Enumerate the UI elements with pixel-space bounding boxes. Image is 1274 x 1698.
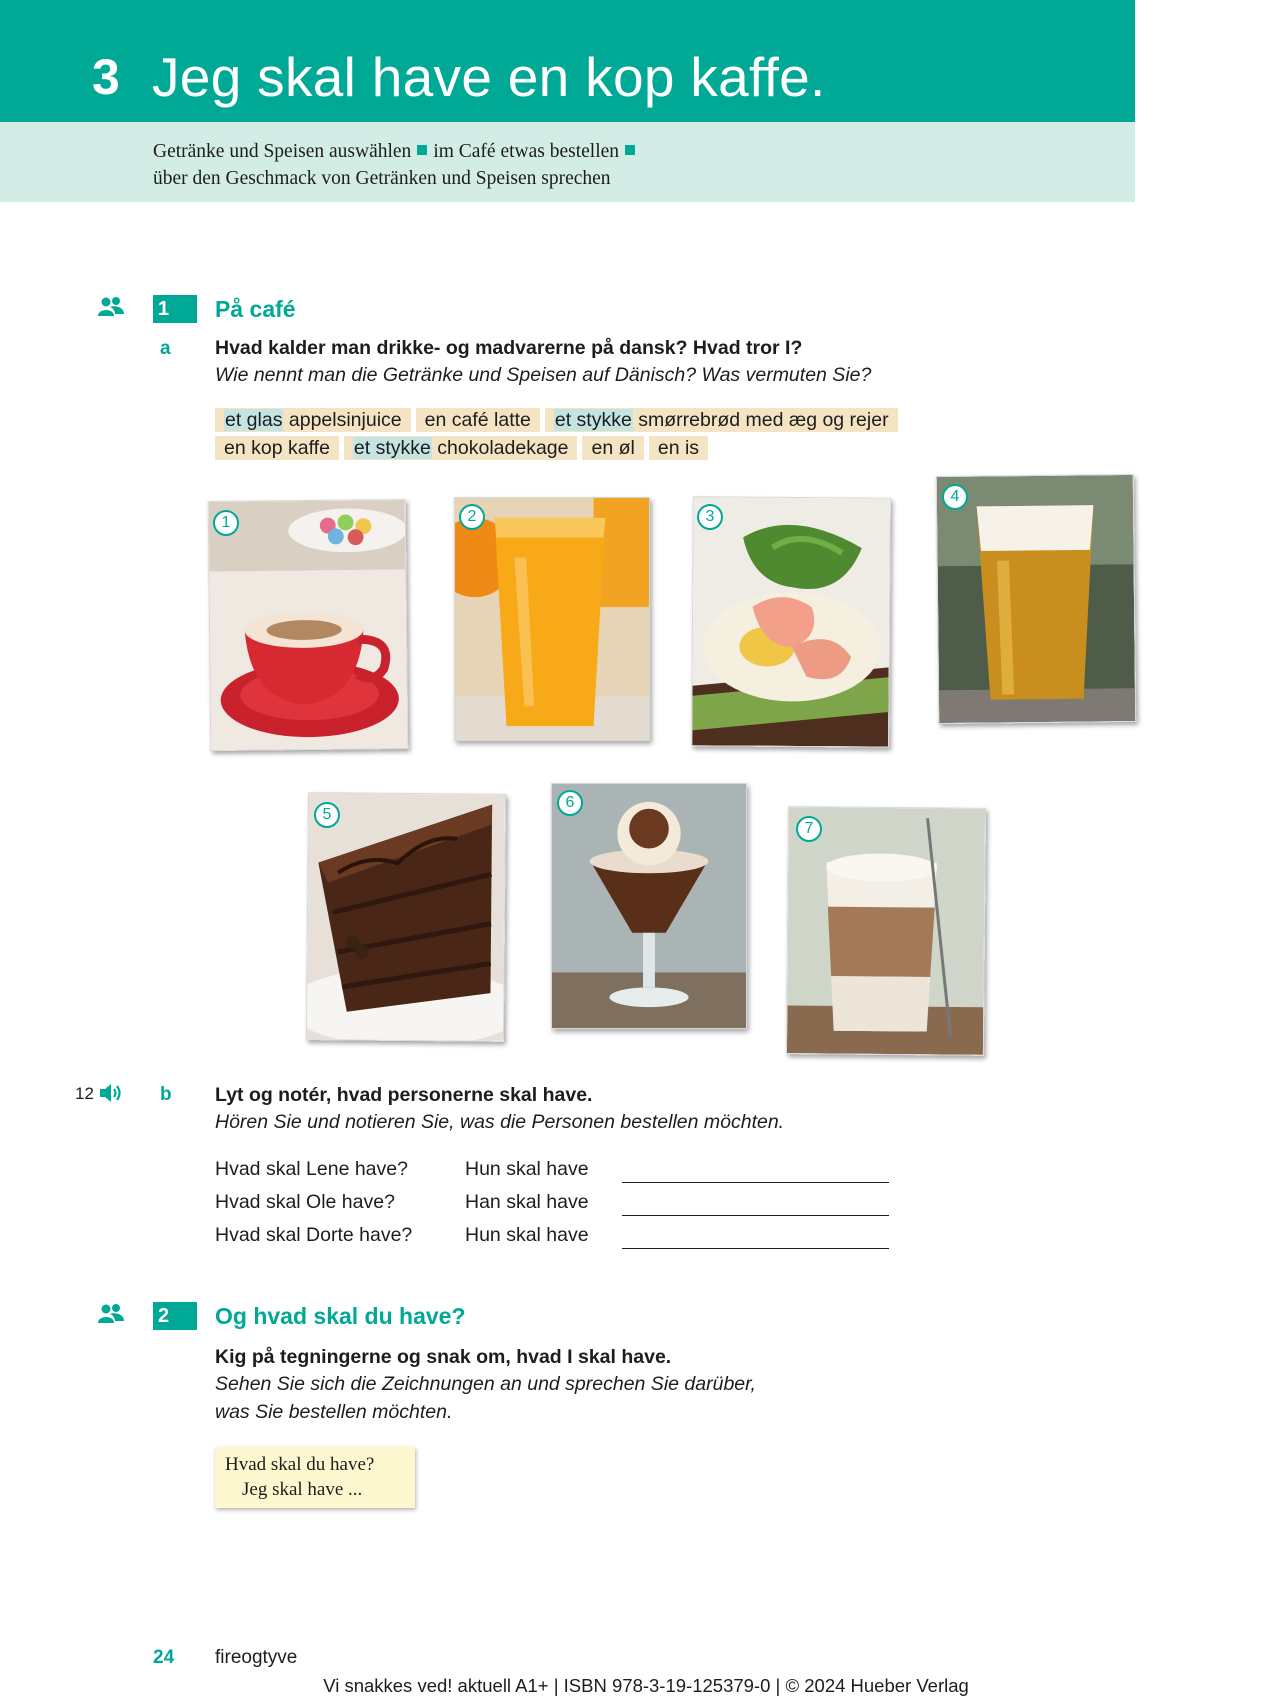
instruction-german: Hören Sie und notieren Sie, was die Personen bestellen möchten. — [215, 1111, 785, 1133]
answer-start: Hun skal have — [465, 1224, 589, 1246]
article: et glas — [225, 409, 283, 431]
photo-number-badge: 6 — [557, 790, 583, 816]
dialog-line: Jeg skal have ... — [242, 1479, 363, 1500]
answer-line[interactable] — [622, 1182, 889, 1183]
goal-text: über den Geschmack von Getränken und Speisen sprechen — [153, 168, 611, 189]
photo-number-badge: 4 — [942, 484, 968, 510]
listening-row — [215, 1160, 895, 1186]
listening-row — [215, 1226, 895, 1252]
photo-number-badge: 7 — [796, 816, 822, 842]
question: Hvad skal Lene have? — [215, 1158, 408, 1180]
noun: smørrebrød med æg og rejer — [638, 409, 889, 431]
goal-text: im Café etwas bestellen — [433, 141, 620, 162]
audio-speaker-icon[interactable] — [98, 1081, 124, 1105]
word-chip — [416, 408, 540, 432]
question: Hvad skal Ole have? — [215, 1191, 395, 1213]
noun: kaffe — [287, 437, 330, 459]
article: en øl — [591, 437, 635, 459]
instruction-danish: Hvad kalder man drikke- og madvarerne på dansk? Hvad tror I? — [215, 337, 803, 359]
word-chip — [649, 436, 708, 460]
article: en kop — [224, 437, 283, 459]
answer-line[interactable] — [622, 1215, 889, 1216]
photo-number-badge: 5 — [314, 802, 340, 828]
word-chip — [545, 408, 898, 432]
article: et stykke — [554, 409, 632, 431]
photo-coffee-cup — [208, 499, 409, 751]
article: en café — [424, 409, 489, 431]
question: Hvad skal Dorte have? — [215, 1224, 413, 1246]
page-number: 24 — [153, 1647, 175, 1668]
instruction-danish: Lyt og notér, hvad personerne skal have. — [215, 1084, 593, 1106]
task-title: På café — [215, 296, 296, 322]
imprint-footer: Vi snakkes ved! aktuell A1+ | ISBN 978-3-19-125379-0 | © 2024 Hueber Verlag — [323, 1675, 969, 1696]
dialog-example-box — [215, 1447, 415, 1508]
article: en is — [657, 437, 700, 459]
word-bank-row — [215, 436, 708, 460]
photo-number-badge: 1 — [213, 510, 239, 536]
word-chip — [344, 436, 578, 460]
photo-beer — [936, 474, 1137, 724]
photo-open-sandwich — [691, 496, 891, 747]
pair-work-icon — [97, 296, 125, 320]
instruction-german: was Sie bestellen möchten. — [215, 1401, 453, 1423]
task-number: 1 — [153, 295, 197, 323]
listening-row — [215, 1193, 895, 1219]
audio-track-number: 12 — [75, 1084, 94, 1103]
goal-text: Getränke und Speisen auswählen — [153, 141, 412, 162]
chapter-goals — [153, 138, 641, 192]
subtask-letter: b — [160, 1084, 172, 1105]
chapter-number: 3 — [92, 49, 120, 105]
word-chip — [215, 436, 339, 460]
photo-orange-juice — [454, 497, 650, 741]
word-bank-row — [215, 408, 898, 432]
answer-start: Han skal have — [465, 1191, 589, 1213]
photo-number-badge: 3 — [697, 504, 723, 530]
word-chip — [582, 436, 643, 460]
task-title: Og hvad skal du have? — [215, 1303, 466, 1329]
photo-cafe-latte — [786, 806, 986, 1056]
subtask-letter: a — [160, 338, 171, 359]
page-number-word: fireogtyve — [215, 1647, 298, 1668]
photo-ice-cream-sundae — [551, 783, 747, 1029]
noun: chokoladekage — [437, 437, 569, 459]
pair-work-icon — [97, 1303, 125, 1327]
answer-line[interactable] — [622, 1248, 889, 1249]
photo-chocolate-cake — [306, 792, 506, 1042]
instruction-german: Wie nennt man die Getränke und Speisen auf Dänisch? Was vermuten Sie? — [215, 364, 872, 386]
noun: appelsinjuice — [288, 409, 402, 431]
word-chip — [215, 408, 411, 432]
chapter-title: Jeg skal have en kop kaffe. — [152, 46, 826, 108]
article: et stykke — [353, 437, 431, 459]
dialog-line: Hvad skal du have? — [225, 1454, 375, 1475]
noun: latte — [494, 409, 531, 431]
instruction-danish: Kig på tegningerne og snak om, hvad I skal have. — [215, 1346, 672, 1368]
answer-start: Hun skal have — [465, 1158, 589, 1180]
bullet-square-icon — [625, 145, 635, 155]
bullet-square-icon — [417, 145, 427, 155]
task-number: 2 — [153, 1302, 197, 1330]
instruction-german: Sehen Sie sich die Zeichnungen an und sprechen Sie darüber, — [215, 1373, 756, 1395]
photo-number-badge: 2 — [459, 504, 485, 530]
